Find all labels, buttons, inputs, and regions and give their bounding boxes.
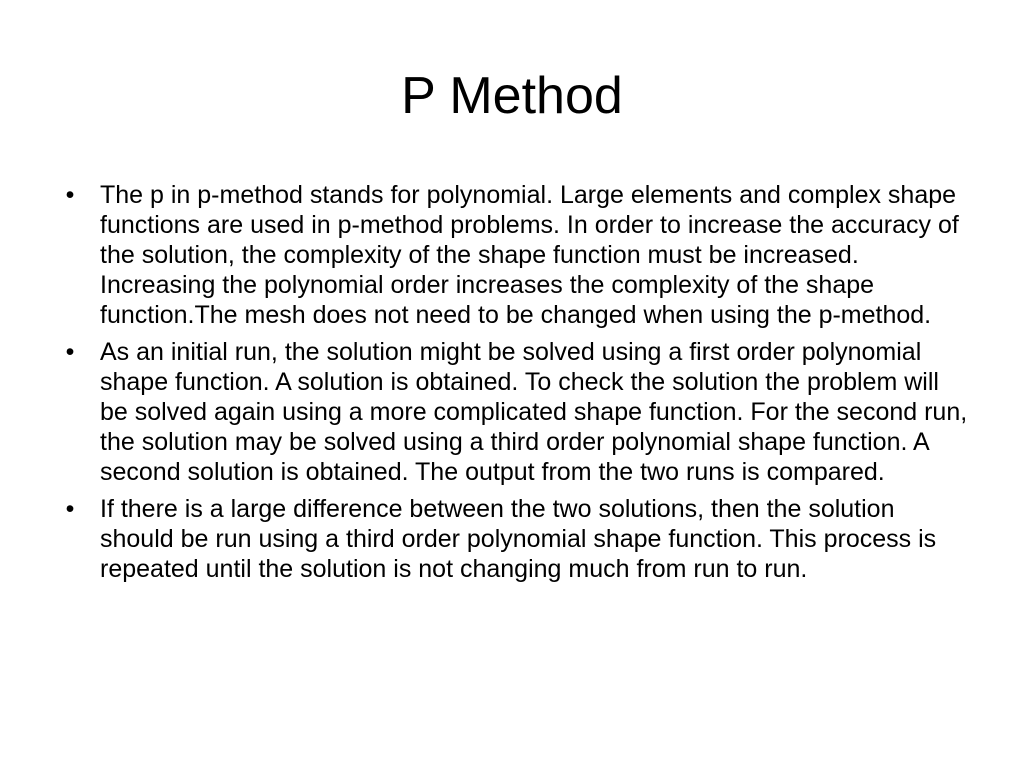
bullet-text: As an initial run, the solution might be solved using a first order polynomial shape function. A solution is obtained. To check the solution the problem will be solved again using a more complicated shape function. For the second run, the solution may be solved using a third order polynomial shape function. A second solution is obtained. The output from the two runs is compared. (100, 338, 968, 486)
bullet-item (65, 337, 970, 487)
bullet-item (65, 494, 970, 584)
bullet-icon: • (65, 338, 75, 366)
bullet-list (65, 180, 970, 591)
slide-title: P Method (401, 67, 623, 125)
bullet-icon: • (65, 495, 75, 523)
bullet-icon: • (65, 181, 75, 209)
bullet-text: If there is a large difference between the two solutions, then the solution should be run using a third order polynomial shape function. This process is repeated until the solution is not changing much from run to run. (100, 495, 937, 583)
bullet-text: The p in p-method stands for polynomial. Large elements and complex shape functions are used in p-method problems. In order to increase the accuracy of the solution, the complexity of the shape function must be increased. Increasing the polynomial order increases the complexity of the shape function.The mesh does not need to be changed when using the p-method. (100, 181, 959, 329)
bullet-item (65, 180, 970, 330)
